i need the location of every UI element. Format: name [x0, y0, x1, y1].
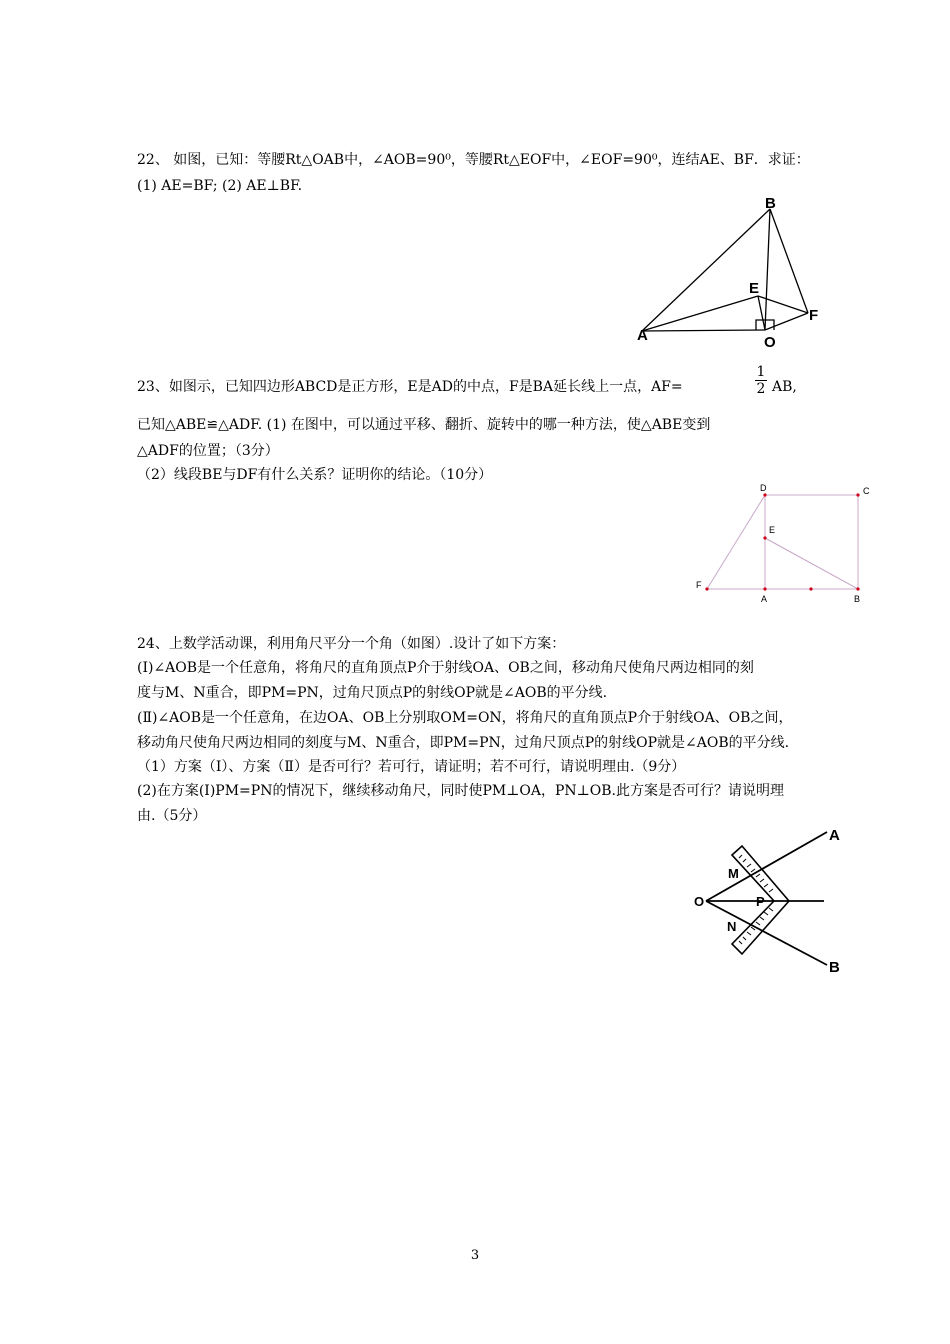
q24-line-7: (2)在方案(Ⅰ)PM=PN的情况下，继续移动角尺，同时使PM⊥OA，PN⊥OB.此方案是否可行？请说明理	[137, 783, 784, 799]
q23-label-c: C	[863, 486, 870, 496]
q23-line-2: 已知△ABE≌△ADF. (1) 在图中，可以通过平移、翻折、旋转中的哪一种方法，使△ABE变到	[137, 417, 711, 433]
q22-label-f: F	[809, 307, 819, 324]
q24-label-b: B	[829, 959, 840, 976]
q23-line-1b: AB,	[772, 379, 797, 395]
q24-label-o: O	[694, 894, 705, 909]
q23-line-1a: 23、如图示，已知四边形ABCD是正方形，E是AD的中点，F是BA延长线上一点，AF=	[137, 379, 683, 395]
q23-line-3: △ADF的位置；（3分）	[137, 443, 279, 459]
q24-line-8: 由.（5分）	[137, 808, 207, 824]
q23-label-a: A	[761, 594, 768, 604]
q22-figure	[632, 192, 832, 352]
q24-line-3: 度与M、N重合，即PM=PN，过角尺顶点P的射线OP就是∠AOB的平分线.	[137, 685, 608, 701]
q23-label-f: F	[696, 580, 702, 590]
q23-line-4: （2）线段BE与DF有什么关系？证明你的结论。（10分）	[137, 467, 493, 483]
q24-line-1: 24、上数学活动课，利用角尺平分一个角（如图）.设计了如下方案：	[137, 636, 566, 652]
q23-fraction	[755, 364, 767, 397]
q22-label-a: A	[637, 327, 648, 344]
q22-label-o: O	[764, 334, 776, 351]
q22-line-2: (1) AE=BF; (2) AE⊥BF.	[137, 178, 303, 194]
q23-label-e: E	[769, 525, 776, 535]
q22-label-e: E	[749, 280, 760, 297]
q23-figure	[690, 480, 890, 610]
q24-label-m: M	[728, 866, 739, 881]
q24-line-6: （1）方案（Ⅰ）、方案（Ⅱ）是否可行？若可行，请证明；若不可行，请说明理由.（9分）	[137, 759, 686, 775]
page-number: 3	[470, 1248, 480, 1263]
q24-line-2: (Ⅰ)∠AOB是一个任意角，将角尺的直角顶点P介于射线OA、OB之间，移动角尺使角尺两边相同的刻	[137, 660, 754, 676]
q23-label-d: D	[760, 483, 767, 493]
q24-label-a: A	[829, 827, 840, 844]
q23-frac-numerator: 1	[756, 364, 766, 380]
q22-line-1: 22、 如图，已知：等腰Rt△OAB中，∠AOB=90⁰，等腰Rt△EOF中，∠EOF=90⁰，连结AE、BF．求证：	[137, 152, 810, 168]
q22-label-b: B	[765, 195, 776, 212]
q24-line-4: (Ⅱ)∠AOB是一个任意角，在边OA、OB上分别取OM=ON，将角尺的直角顶点P介于射线OA、OB之间，	[137, 710, 793, 726]
q24-label-p: P	[756, 894, 765, 909]
q24-figure	[690, 822, 860, 982]
q24-label-n: N	[727, 919, 737, 934]
q24-line-5: 移动角尺使角尺两边相同的刻度与M、N重合，即PM=PN，过角尺顶点P的射线OP就是∠AOB的平分线.	[137, 735, 790, 751]
q23-frac-denominator: 2	[756, 381, 766, 397]
q23-label-b: B	[854, 594, 861, 604]
